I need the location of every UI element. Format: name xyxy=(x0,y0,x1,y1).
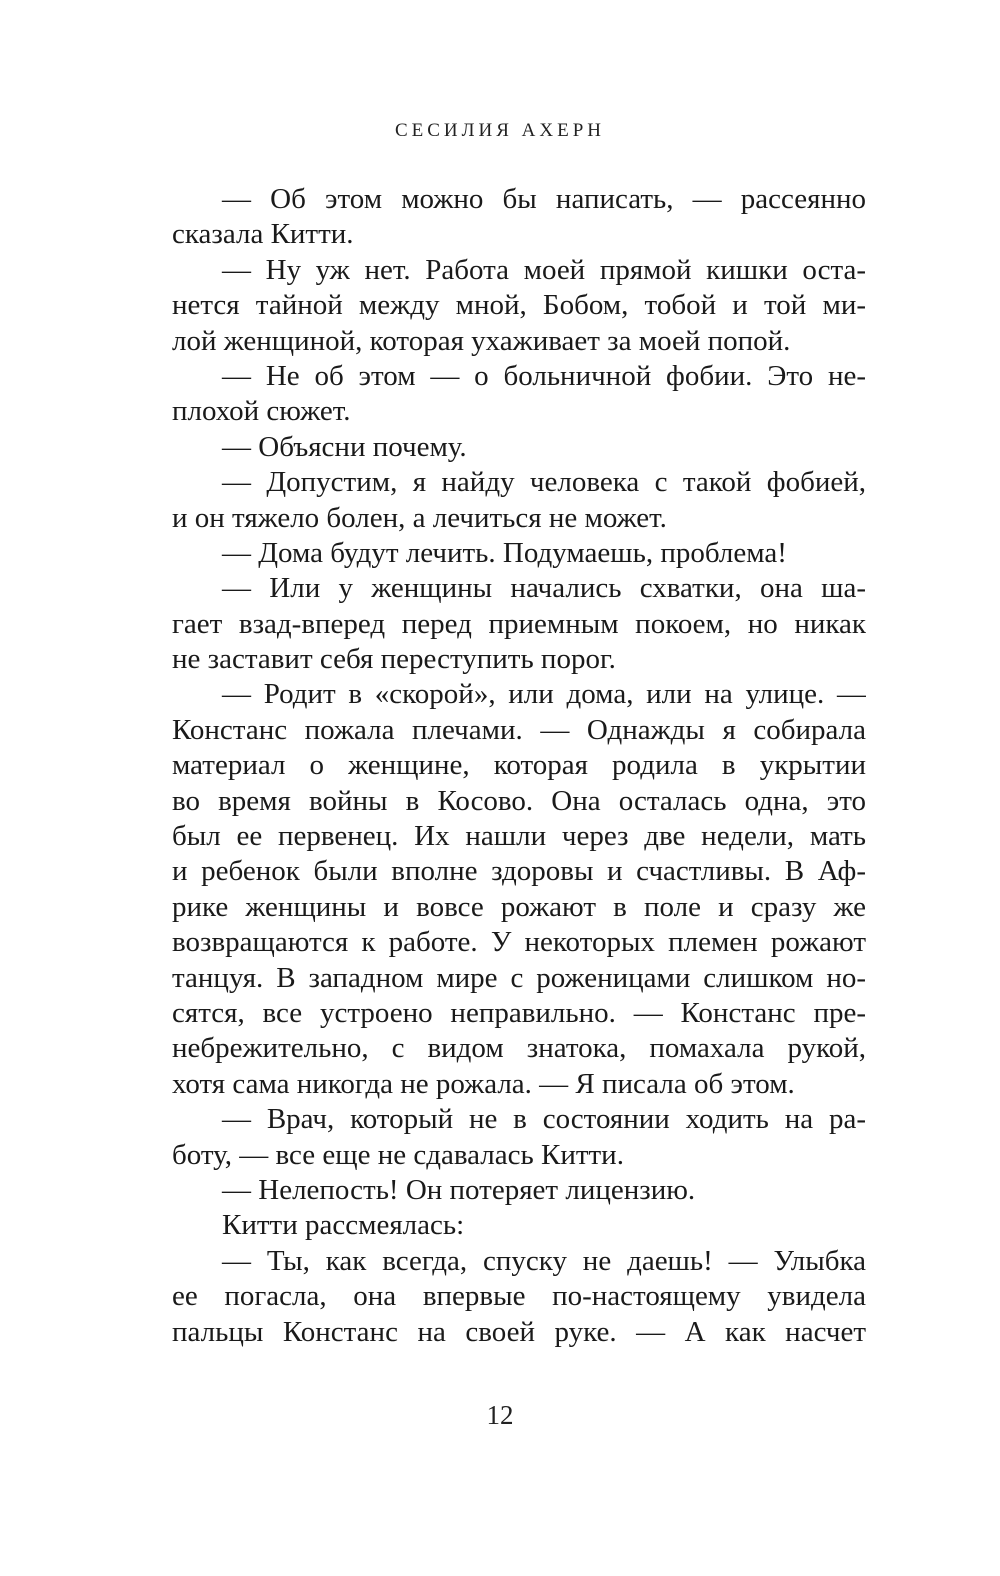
running-header-author: СЕСИЛИЯ АХЕРН xyxy=(394,120,606,141)
text-line: лой женщиной, которая ухаживает за моей попой. xyxy=(172,324,791,357)
text-line: танцуя. В западном мире с роженицами слишком но- xyxy=(172,961,866,994)
text-line: был ее первенец. Их нашли через две недели, мать xyxy=(172,820,866,853)
text-line: хотя сама никогда не рожала. — Я писала об этом. xyxy=(172,1067,795,1100)
body-text xyxy=(172,182,866,1350)
page-number: 12 xyxy=(486,1400,514,1430)
text-line: сказала Китти. xyxy=(172,218,354,251)
text-line: боту, — все еще не сдавалась Китти. xyxy=(172,1138,624,1171)
text-line: сятся, все устроено неправильно. — Констанс пре- xyxy=(172,996,866,1029)
text-line: — Ты, как всегда, спуску не даешь! — Улыбка xyxy=(222,1244,866,1277)
text-line: — Дома будут лечить. Подумаешь, проблема! xyxy=(222,536,787,569)
text-line: — Не об этом — о больничной фобии. Это не- xyxy=(222,359,866,392)
text-line: — Об этом можно бы написать, — рассеянно xyxy=(222,183,866,215)
text-line: материал о женщине, которая родила в укрытии xyxy=(172,749,866,782)
text-line: гает взад-вперед перед приемным покоем, но никак xyxy=(172,607,866,640)
text-line: пальцы Констанс на своей руке. — А как насчет xyxy=(172,1315,866,1348)
text-line: — Допустим, я найду человека с такой фобией, xyxy=(222,466,866,499)
text-line: — Врач, который не в состоянии ходить на ра- xyxy=(222,1103,866,1136)
text-line: — Или у женщины начались схватки, она ша- xyxy=(222,572,866,605)
text-line: небрежительно, с видом знатока, помахала рукой, xyxy=(172,1032,866,1065)
text-line: рике женщины и вовсе рожают в поле и сразу же xyxy=(172,890,866,923)
text-line: Китти рассмеялась: xyxy=(222,1209,465,1242)
text-line: нется тайной между мной, Бобом, тобой и той ми- xyxy=(172,289,866,322)
text-line: ее погасла, она впервые по-настоящему увидела xyxy=(172,1280,866,1313)
text-line: — Нелепость! Он потеряет лицензию. xyxy=(222,1173,696,1206)
text-line: — Родит в «скорой», или дома, или на улице. — xyxy=(222,678,866,711)
text-line: во время войны в Косово. Она осталась одна, это xyxy=(172,784,866,817)
text-line: возвращаются к работе. У некоторых племен рожают xyxy=(172,926,866,959)
text-line: плохой сюжет. xyxy=(172,395,351,428)
text-line: — Объясни почему. xyxy=(222,430,467,463)
text-line: и ребенок были вполне здоровы и счастливы. В Аф- xyxy=(172,855,866,888)
text-line: Констанс пожала плечами. — Однажды я собирала xyxy=(172,713,866,746)
text-line: не заставит себя переступить порог. xyxy=(172,643,616,676)
text-line: — Ну уж нет. Работа моей прямой кишки оста- xyxy=(222,253,866,286)
text-line: и он тяжело болен, а лечиться не может. xyxy=(172,501,667,534)
